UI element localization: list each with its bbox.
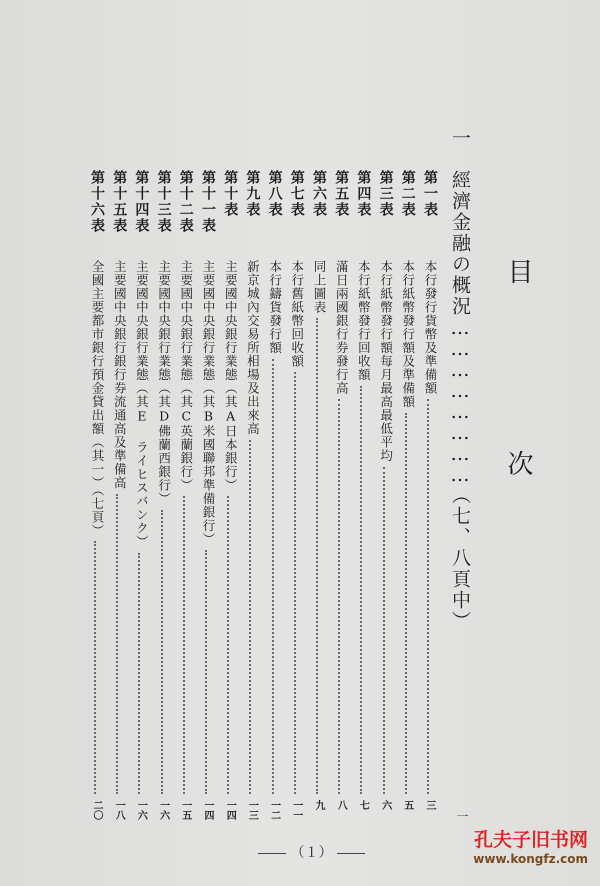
toc-page-number: 一八 (113, 800, 125, 820)
section-heading (447, 128, 474, 632)
footer-rule-left (258, 853, 286, 854)
toc-entry (351, 170, 371, 830)
toc-table-title: 本行鑄貨發行額 (267, 260, 283, 355)
page-number-footer (258, 842, 365, 862)
toc-leader-dots (360, 386, 362, 795)
toc-entry (196, 170, 216, 830)
toc-table-title: 全國主要都市銀行預金貸出額（其一）（七頁） (90, 260, 105, 538)
page-title: 目 次 (503, 258, 533, 546)
toc-page-number: 八 (335, 800, 347, 810)
toc-entry (174, 170, 194, 830)
toc-table-title: 本行紙幣發行回收額 (356, 260, 372, 382)
toc-entry (218, 170, 238, 830)
toc-leader-dots (405, 413, 407, 795)
toc-leader-dots (94, 541, 96, 794)
toc-leader-dots (338, 399, 340, 794)
toc-page-number: 一一 (290, 800, 302, 820)
toc-entry (307, 170, 327, 830)
toc-page-number: 七 (357, 800, 369, 810)
toc-leader-dots (116, 494, 118, 795)
toc-leader-dots (294, 372, 296, 794)
toc-page-number: 五 (401, 800, 413, 810)
toc-leader-dots (383, 467, 385, 795)
section-heading-text: 一 經濟金融の概況 (449, 128, 471, 317)
toc-table-title: 主要國中央銀行業態（其D佛蘭西銀行） (156, 260, 172, 506)
toc-leader-dots (427, 399, 429, 794)
toc-entry (240, 170, 260, 830)
toc-entry (329, 170, 349, 830)
toc-table-title: 滿日兩國銀行券發行高 (334, 260, 350, 395)
toc-leader-dots (183, 496, 185, 794)
toc-table-number: 第七表 (288, 170, 305, 218)
toc-table-title: 主要國中央銀行業態（其A日本銀行） (223, 260, 239, 492)
page-number: （１） (290, 845, 333, 861)
toc-table-title: 本行紙幣發行額及準備額 (400, 260, 416, 409)
toc-table-number: 第八表 (266, 170, 283, 218)
toc-table-title: 主要國中央銀行銀行券流通高及準備高 (112, 260, 128, 490)
toc-page-number: 九 (313, 800, 324, 810)
toc-table-number: 第二表 (399, 170, 416, 218)
toc-page-number: 一四 (224, 800, 236, 820)
toc-page-number: 一三 (246, 800, 258, 820)
toc-table-title: 本行紙幣發行額每月最高最低平均 (378, 260, 394, 463)
toc-entry (107, 170, 127, 830)
watermark-url: www.kongfz.com (473, 852, 588, 866)
toc-table-number: 第四表 (355, 170, 372, 218)
toc-leader-dots (138, 553, 140, 795)
watermark (473, 825, 588, 866)
toc-table-number: 第十二表 (177, 170, 194, 234)
toc-leader-dots (161, 510, 163, 795)
toc-page-number: 二〇 (91, 800, 102, 820)
toc-table-title: 本行發行貨幣及準備額 (423, 260, 438, 395)
toc-table-number: 第十一表 (200, 170, 216, 234)
toc-table-number: 第十三表 (155, 170, 172, 234)
toc-entry (374, 170, 394, 830)
toc-table-number: 第十六表 (89, 170, 105, 234)
toc-entry (152, 170, 172, 830)
toc-leader-dots (227, 496, 229, 794)
toc-entry (396, 170, 416, 830)
toc-page-number: 一五 (179, 800, 191, 820)
toc-table-number: 第九表 (244, 170, 261, 218)
toc-page-number: 三 (424, 800, 435, 810)
toc-table-title: 本行舊紙幣回收額 (289, 260, 305, 368)
section-leader: …………………… (449, 317, 471, 485)
toc-table-number: 第三表 (377, 170, 394, 218)
toc-table-number: 第十五表 (111, 170, 128, 234)
watermark-name: 孔夫子旧书网 (473, 829, 588, 851)
toc-page-number: 一二 (268, 800, 280, 820)
toc-table-title: 主要國中央銀行業態（其E ライヒスバンク） (134, 260, 150, 549)
toc-entry (85, 170, 105, 830)
toc-table-number: 第五表 (333, 170, 350, 218)
toc-leader-dots (272, 359, 274, 795)
toc-table-title: 同上圖表 (312, 260, 327, 314)
toc-table-number: 第十表 (222, 170, 239, 218)
section-range: （七、八頁中） (449, 485, 471, 632)
section-page-number: 一 (455, 810, 469, 822)
toc-leader-dots (316, 318, 318, 794)
toc-entry (263, 170, 283, 830)
toc-entry (285, 170, 305, 830)
toc-page-number: 一四 (202, 800, 213, 820)
footer-rule-right (337, 853, 365, 854)
toc-table-number: 第六表 (311, 170, 327, 218)
toc-entry (418, 170, 438, 830)
toc-table-number: 第一表 (422, 170, 438, 218)
toc-leader-dots (205, 550, 207, 794)
toc-page-number: 六 (379, 800, 391, 810)
toc-table-title: 主要國中央銀行業態（其C英蘭銀行） (178, 260, 194, 492)
toc-page-number: 一六 (157, 800, 169, 820)
toc-leader-dots (249, 440, 251, 795)
toc-table-number: 第十四表 (133, 170, 150, 234)
toc-table-title: 新京城內交易所相場及出來高 (245, 260, 261, 436)
toc-page-number: 一六 (135, 800, 147, 820)
toc-entry (129, 170, 149, 830)
toc-table-title: 主要國中央銀行業態（其B米國聯邦準備銀行） (201, 260, 216, 546)
